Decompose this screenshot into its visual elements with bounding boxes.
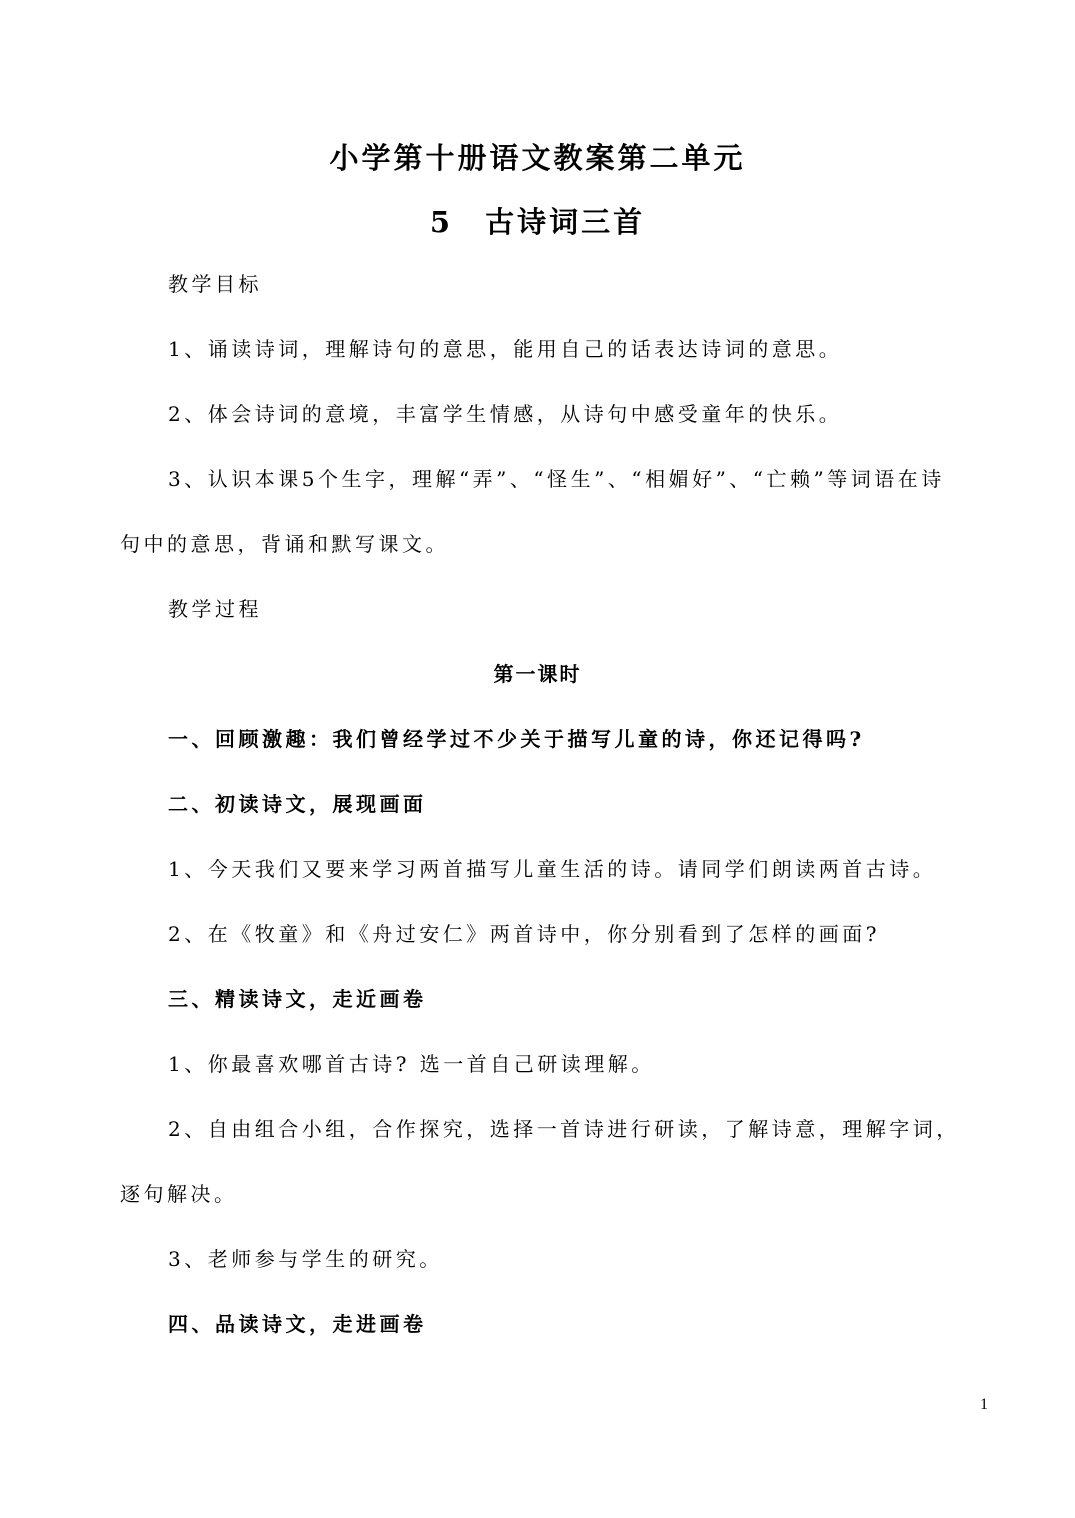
objectives-heading: 教学目标 — [168, 272, 262, 296]
section-3-item-3: 3、老师参与学生的研究。 — [168, 1247, 443, 1271]
page-number: 1 — [980, 1396, 988, 1413]
document-title: 小学第十册语文教案第二单元 — [329, 141, 746, 175]
objective-1: 1、诵读诗词，理解诗句的意思，能用自己的话表达诗词的意思。 — [168, 337, 843, 361]
objective-3-line-1: 3、认识本课5个生字，理解“弄”、“怪生”、“相媚好”、“亡赖”等词语在诗 — [168, 467, 945, 491]
section-3-item-1: 1、你最喜欢哪首古诗? 选一首自己研读理解。 — [168, 1052, 655, 1076]
process-heading: 教学过程 — [168, 597, 262, 621]
objective-3-line-2: 句中的意思，背诵和默写课文。 — [120, 532, 449, 556]
objective-2: 2、体会诗词的意境，丰富学生情感，从诗句中感受童年的快乐。 — [168, 402, 843, 426]
section-3-heading: 三、精读诗文，走近画卷 — [168, 987, 427, 1011]
section-4-heading: 四、品读诗文，走进画卷 — [168, 1312, 427, 1336]
lesson-number: 5 — [429, 205, 454, 239]
lesson-name: 古诗词三首 — [485, 205, 646, 239]
period-heading: 第一课时 — [493, 662, 582, 686]
lesson-title — [0, 200, 1075, 241]
section-2-item-1: 1、今天我们又要来学习两首描写儿童生活的诗。请同学们朗读两首古诗。 — [168, 857, 937, 881]
section-1-review: 一、回顾激趣：我们曾经学过不少关于描写儿童的诗，你还记得吗? — [168, 727, 865, 751]
section-3-item-2-line-1: 2、自由组合小组，合作探究，选择一首诗进行研读，了解诗意，理解字词， — [168, 1117, 960, 1141]
section-2-heading: 二、初读诗文，展现画面 — [168, 792, 427, 816]
section-3-item-2-line-2: 逐句解决。 — [120, 1182, 238, 1206]
section-2-item-2: 2、在《牧童》和《舟过安仁》两首诗中，你分别看到了怎样的画面? — [168, 922, 880, 946]
